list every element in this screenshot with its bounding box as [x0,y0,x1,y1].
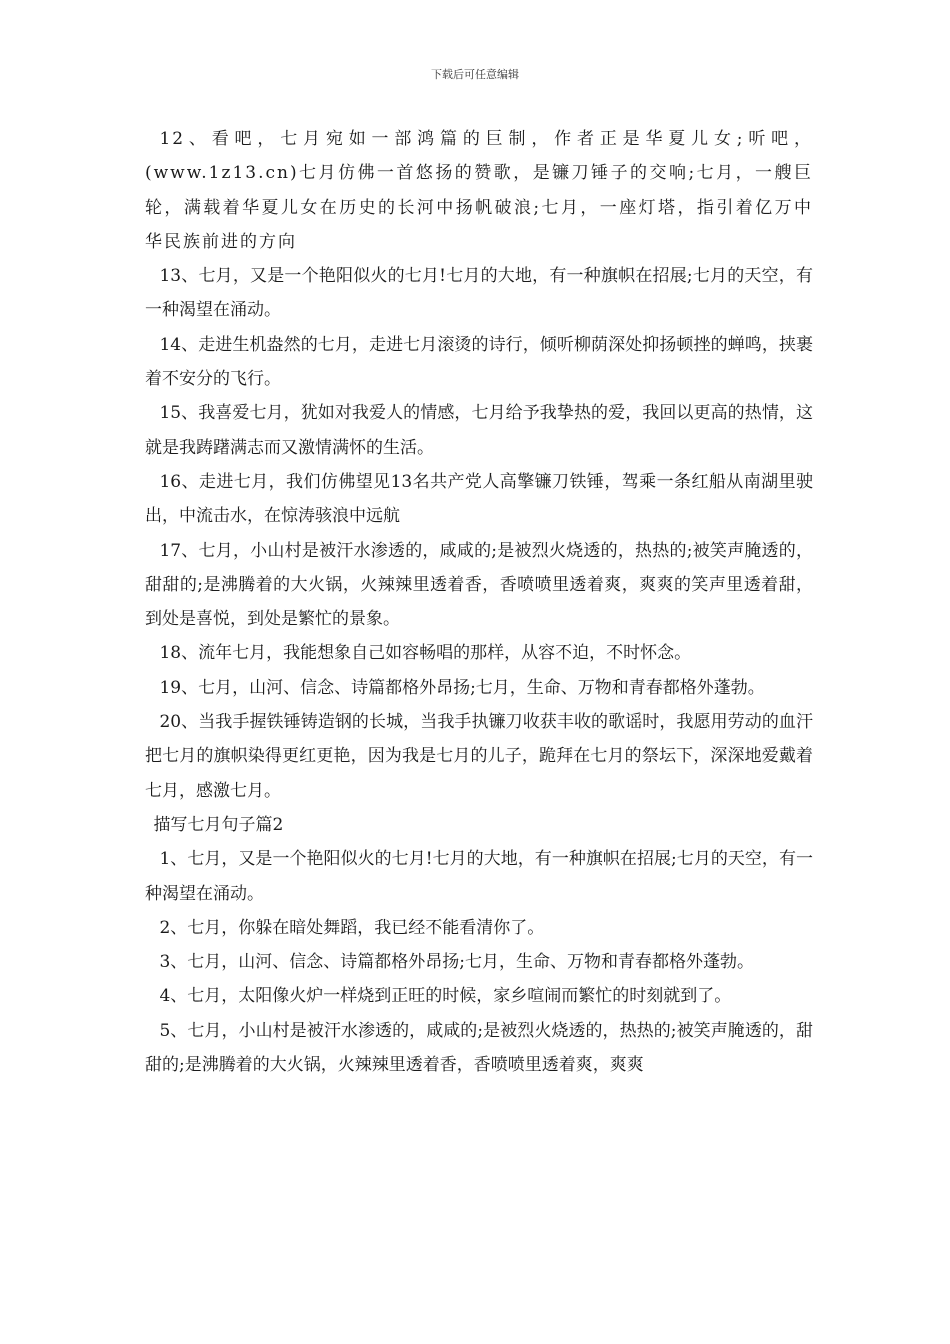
paragraph: 16、走进七月，我们仿佛望见13名共产党人高擎镰刀铁锤，驾乘一条红船从南湖里驶出，中流击水，在惊涛骇浪中远航 [145,471,813,527]
paragraph: 5、七月，小山村是被汗水渗透的，咸咸的;是被烈火烧透的，热热的;被笑声腌透的，甜甜的;是沸腾着的大火锅，火辣辣里透着香，香喷喷里透着爽，爽爽 [145,1020,813,1076]
paragraph: 3、七月，山河、信念、诗篇都格外昂扬;七月，生命、万物和青春都格外蓬勃。 [159,952,754,973]
paragraph: 1、七月，又是一个艳阳似火的七月!七月的大地，有一种旗帜在招展;七月的天空，有一种渴望在涌动。 [145,849,813,904]
paragraph: 18、流年七月，我能想象自己如容畅唱的那样，从容不迫，不时怀念。 [159,643,692,664]
paragraph: 4、七月，太阳像火炉一样烧到正旺的时候，家乡喧闹而繁忙的时刻就到了。 [159,986,732,1007]
paragraph: 20、当我手握铁锤铸造钢的长城，当我手执镰刀收获丰收的歌谣时，我愿用劳动的血汗把七月的旗帜染得更红更艳，因为我是七月的儿子，跪拜在七月的祭坛下，深深地爱戴着七月，感激七月。 [145,712,813,801]
page-header: 下载后可任意编辑 [431,68,519,81]
document-body [145,122,813,1082]
paragraph: 19、七月，山河、信念、诗篇都格外昂扬;七月，生命、万物和青春都格外蓬勃。 [159,677,765,698]
paragraph: 13、七月，又是一个艳阳似火的七月!七月的大地，有一种旗帜在招展;七月的天空，有一种渴望在涌动。 [145,266,813,321]
section-heading: 描写七月句子篇2 [153,814,284,835]
paragraph: 2、七月，你躲在暗处舞蹈，我已经不能看清你了。 [159,917,545,938]
paragraph: 15、我喜爱七月，犹如对我爱人的情感，七月给予我挚热的爱，我回以更高的热情，这就是我踌躇满志而又激情满怀的生活。 [145,403,813,458]
paragraph: 14、走进生机盎然的七月，走进七月滚烫的诗行，倾听柳荫深处抑扬顿挫的蝉鸣，挟裹着不安分的飞行。 [145,334,813,390]
paragraph: 17、七月，小山村是被汗水渗透的，咸咸的;是被烈火烧透的，热热的;被笑声腌透的，甜甜的;是沸腾着的大火锅，火辣辣里透着香，香喷喷里透着爽，爽爽的笑声里透着甜，到处是喜悦，到处是繁忙的景象。 [145,540,813,630]
paragraph: 12、看吧，七月宛如一部鸿篇的巨制，作者正是华夏儿女;听吧，(www.1z13.cn)七月仿佛一首悠扬的赞歌，是镰刀锤子的交响;七月，一艘巨轮，满载着华夏儿女在历史的长河中扬帆破浪;七月，一座灯塔，指引着亿万中华民族前进的方向 [145,129,813,252]
